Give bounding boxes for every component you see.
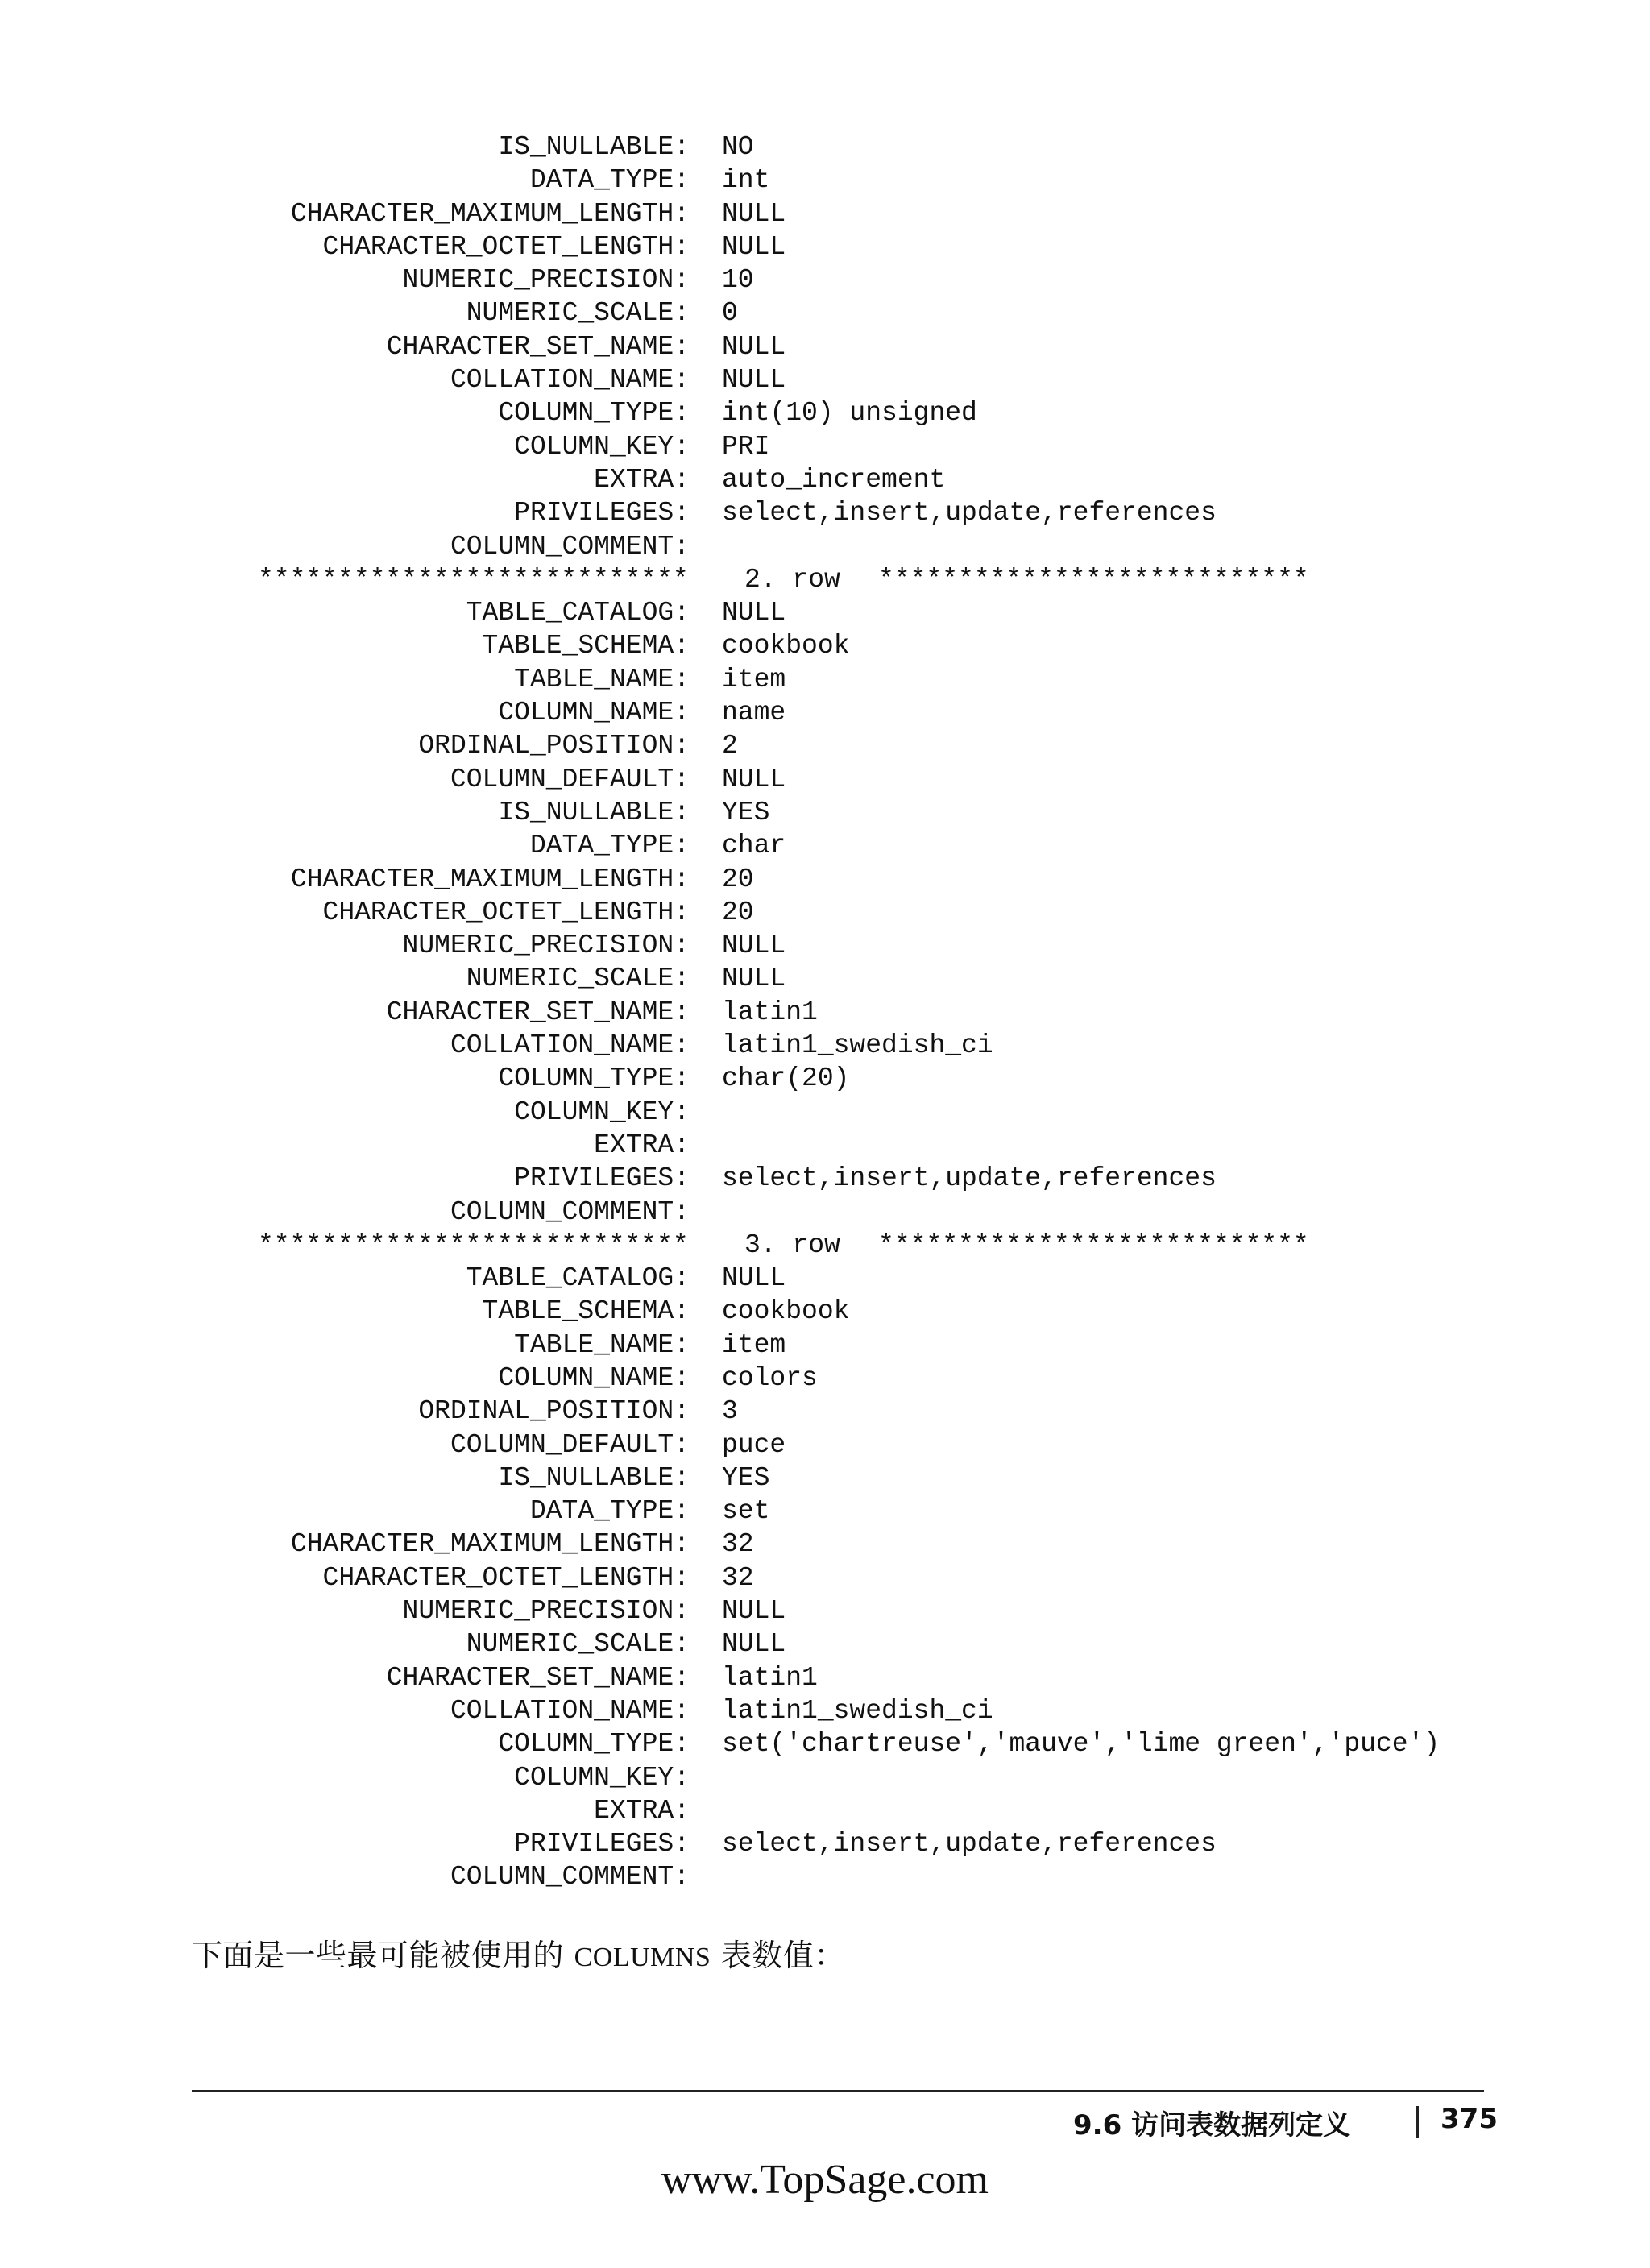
field-value: NULL xyxy=(722,764,786,794)
field-key: NUMERIC_PRECISION: xyxy=(402,1596,690,1627)
field-value: NO xyxy=(722,132,754,162)
field-key: CHARACTER_OCTET_LENGTH: xyxy=(322,897,690,927)
field-key: CHARACTER_SET_NAME: xyxy=(386,331,690,362)
field-key: EXTRA: xyxy=(594,1130,690,1160)
mysql-output-listing xyxy=(0,131,1650,1894)
field-value: char xyxy=(722,831,786,861)
field-value: 2 xyxy=(722,731,738,761)
field-value: NULL xyxy=(722,1263,786,1294)
field-value: 32 xyxy=(722,1562,754,1593)
field-value: cookbook xyxy=(722,631,850,661)
field-value: int xyxy=(722,165,770,196)
field-row xyxy=(0,596,1650,629)
field-value: NULL xyxy=(722,231,786,262)
intro-text-after: 表数值： xyxy=(711,1938,845,1973)
field-row xyxy=(0,1162,1650,1195)
field-key: IS_NULLABLE: xyxy=(498,797,690,827)
field-row xyxy=(0,1727,1650,1760)
field-key: TABLE_SCHEMA: xyxy=(482,631,690,661)
field-key: COLUMN_NAME: xyxy=(498,1362,690,1393)
field-row xyxy=(0,1827,1650,1860)
field-row xyxy=(0,496,1650,529)
field-key: CHARACTER_MAXIMUM_LENGTH: xyxy=(290,1529,690,1560)
separator-stars-right: *************************** xyxy=(878,564,1309,595)
field-value: latin1_swedish_ci xyxy=(722,1030,993,1061)
field-row xyxy=(0,896,1650,929)
field-value: item xyxy=(722,664,786,694)
field-value: colors xyxy=(722,1362,818,1393)
field-key: COLUMN_COMMENT: xyxy=(450,1196,690,1227)
field-key: NUMERIC_PRECISION: xyxy=(402,931,690,961)
field-key: COLUMN_TYPE: xyxy=(498,1064,690,1094)
field-row xyxy=(0,230,1650,263)
field-row xyxy=(0,1096,1650,1129)
field-key: DATA_TYPE: xyxy=(529,165,690,196)
field-key: COLUMN_TYPE: xyxy=(498,398,690,429)
field-value: name xyxy=(722,698,786,728)
separator-row-label: 2. row xyxy=(744,564,840,595)
separator-row-label: 3. row xyxy=(744,1229,840,1260)
field-row xyxy=(0,829,1650,862)
row-separator xyxy=(0,563,1650,596)
row-separator xyxy=(0,1229,1650,1262)
field-row xyxy=(0,1029,1650,1062)
field-key: COLUMN_COMMENT: xyxy=(450,531,690,562)
field-row xyxy=(0,1661,1650,1694)
field-value: 32 xyxy=(722,1529,754,1560)
field-key: CHARACTER_MAXIMUM_LENGTH: xyxy=(290,198,690,229)
field-key: COLUMN_COMMENT: xyxy=(450,1862,690,1893)
field-key: PRIVILEGES: xyxy=(514,498,690,529)
field-key: COLUMN_TYPE: xyxy=(498,1729,690,1760)
watermark-url: www.TopSage.com xyxy=(661,2157,989,2203)
field-value: 0 xyxy=(722,298,738,329)
separator-stars-right: *************************** xyxy=(878,1229,1309,1260)
footer-section-title: 9.6 访问表数据列定义 xyxy=(1073,2109,1351,2142)
field-key: EXTRA: xyxy=(594,464,690,495)
intro-table-word: COLUMNS xyxy=(574,1943,711,1972)
field-key: DATA_TYPE: xyxy=(529,831,690,861)
separator-stars-left: *************************** xyxy=(258,564,689,595)
field-row xyxy=(0,929,1650,962)
field-key: EXTRA: xyxy=(594,1795,690,1826)
field-value: puce xyxy=(722,1429,786,1460)
field-row xyxy=(0,330,1650,363)
field-value: auto_increment xyxy=(722,464,946,495)
field-value: select,insert,update,references xyxy=(722,498,1217,529)
separator-line xyxy=(258,563,1370,596)
field-row xyxy=(0,131,1650,164)
field-key: COLUMN_NAME: xyxy=(498,698,690,728)
field-key: CHARACTER_SET_NAME: xyxy=(386,997,690,1027)
field-row xyxy=(0,1495,1650,1528)
field-value: 20 xyxy=(722,897,754,927)
field-value: NULL xyxy=(722,964,786,994)
field-row xyxy=(0,1362,1650,1395)
field-value: NULL xyxy=(722,598,786,628)
field-value: cookbook xyxy=(722,1296,850,1327)
field-key: TABLE_NAME: xyxy=(514,664,690,694)
field-key: PRIVILEGES: xyxy=(514,1829,690,1860)
field-row xyxy=(0,1561,1650,1594)
field-row xyxy=(0,1428,1650,1462)
field-row xyxy=(0,463,1650,496)
field-key: CHARACTER_OCTET_LENGTH: xyxy=(322,1562,690,1593)
field-row xyxy=(0,1462,1650,1495)
field-value: latin1 xyxy=(722,997,818,1027)
field-row xyxy=(0,629,1650,662)
field-row xyxy=(0,1062,1650,1095)
intro-text-before: 下面是一些最可能被使用的 xyxy=(192,1938,574,1973)
field-row xyxy=(0,1594,1650,1627)
field-key: PRIVILEGES: xyxy=(514,1163,690,1194)
field-key: COLUMN_DEFAULT: xyxy=(450,1429,690,1460)
field-value: YES xyxy=(722,1462,770,1493)
field-row xyxy=(0,1627,1650,1661)
field-value: latin1 xyxy=(722,1662,818,1693)
field-row xyxy=(0,796,1650,829)
intro-paragraph xyxy=(192,1930,845,1975)
field-row xyxy=(0,996,1650,1029)
field-key: ORDINAL_POSITION: xyxy=(418,1396,690,1427)
field-value: latin1_swedish_ci xyxy=(722,1695,993,1726)
field-value: item xyxy=(722,1329,786,1360)
field-row xyxy=(0,1761,1650,1794)
field-row xyxy=(0,164,1650,197)
field-row xyxy=(0,696,1650,729)
field-key: TABLE_NAME: xyxy=(514,1329,690,1360)
field-key: CHARACTER_OCTET_LENGTH: xyxy=(322,231,690,262)
field-row xyxy=(0,1295,1650,1328)
field-row xyxy=(0,729,1650,762)
field-key: COLUMN_KEY: xyxy=(514,431,690,462)
separator-stars-left: *************************** xyxy=(258,1229,689,1260)
field-row xyxy=(0,1528,1650,1561)
field-key: TABLE_CATALOG: xyxy=(466,1263,690,1294)
field-row xyxy=(0,396,1650,429)
field-row xyxy=(0,197,1650,230)
field-value: int(10) unsigned xyxy=(722,398,977,429)
footer-divider xyxy=(1416,2106,1419,2138)
field-value: 3 xyxy=(722,1396,738,1427)
field-row xyxy=(0,1694,1650,1727)
field-value: NULL xyxy=(722,365,786,396)
field-value: NULL xyxy=(722,931,786,961)
field-key: NUMERIC_SCALE: xyxy=(466,1629,690,1660)
separator-line xyxy=(258,1229,1370,1262)
footer-rule xyxy=(192,2090,1484,2092)
field-key: COLLATION_NAME: xyxy=(450,1695,690,1726)
field-key: COLUMN_DEFAULT: xyxy=(450,764,690,794)
field-key: ORDINAL_POSITION: xyxy=(418,731,690,761)
field-row xyxy=(0,663,1650,696)
field-row xyxy=(0,962,1650,995)
field-row xyxy=(0,430,1650,463)
field-row xyxy=(0,363,1650,396)
field-value: PRI xyxy=(722,431,770,462)
field-key: DATA_TYPE: xyxy=(529,1496,690,1527)
field-key: COLLATION_NAME: xyxy=(450,365,690,396)
field-value: select,insert,update,references xyxy=(722,1163,1217,1194)
field-row xyxy=(0,263,1650,296)
field-key: COLUMN_KEY: xyxy=(514,1762,690,1793)
field-row xyxy=(0,863,1650,896)
field-row xyxy=(0,296,1650,330)
field-key: NUMERIC_SCALE: xyxy=(466,298,690,329)
field-row xyxy=(0,530,1650,563)
field-value: NULL xyxy=(722,198,786,229)
field-key: IS_NULLABLE: xyxy=(498,132,690,162)
field-key: NUMERIC_PRECISION: xyxy=(402,265,690,296)
field-row xyxy=(0,1329,1650,1362)
field-value: set xyxy=(722,1496,770,1527)
field-value: NULL xyxy=(722,331,786,362)
field-key: CHARACTER_MAXIMUM_LENGTH: xyxy=(290,864,690,894)
field-key: COLUMN_KEY: xyxy=(514,1097,690,1127)
field-value: 10 xyxy=(722,265,754,296)
field-value: set('chartreuse','mauve','lime green','puce') xyxy=(722,1729,1441,1760)
page-number: 375 xyxy=(1441,2103,1498,2135)
field-value: YES xyxy=(722,797,770,827)
field-value: NULL xyxy=(722,1629,786,1660)
field-row xyxy=(0,1129,1650,1162)
field-value: char(20) xyxy=(722,1064,850,1094)
field-value: NULL xyxy=(722,1596,786,1627)
field-row xyxy=(0,1262,1650,1295)
field-key: COLLATION_NAME: xyxy=(450,1030,690,1061)
field-key: IS_NULLABLE: xyxy=(498,1462,690,1493)
field-row xyxy=(0,1196,1650,1229)
field-key: CHARACTER_SET_NAME: xyxy=(386,1662,690,1693)
field-row xyxy=(0,1794,1650,1827)
field-row xyxy=(0,1395,1650,1428)
field-row xyxy=(0,1860,1650,1893)
field-key: TABLE_SCHEMA: xyxy=(482,1296,690,1327)
field-value: select,insert,update,references xyxy=(722,1829,1217,1860)
field-key: TABLE_CATALOG: xyxy=(466,598,690,628)
field-value: 20 xyxy=(722,864,754,894)
field-key: NUMERIC_SCALE: xyxy=(466,964,690,994)
field-row xyxy=(0,763,1650,796)
